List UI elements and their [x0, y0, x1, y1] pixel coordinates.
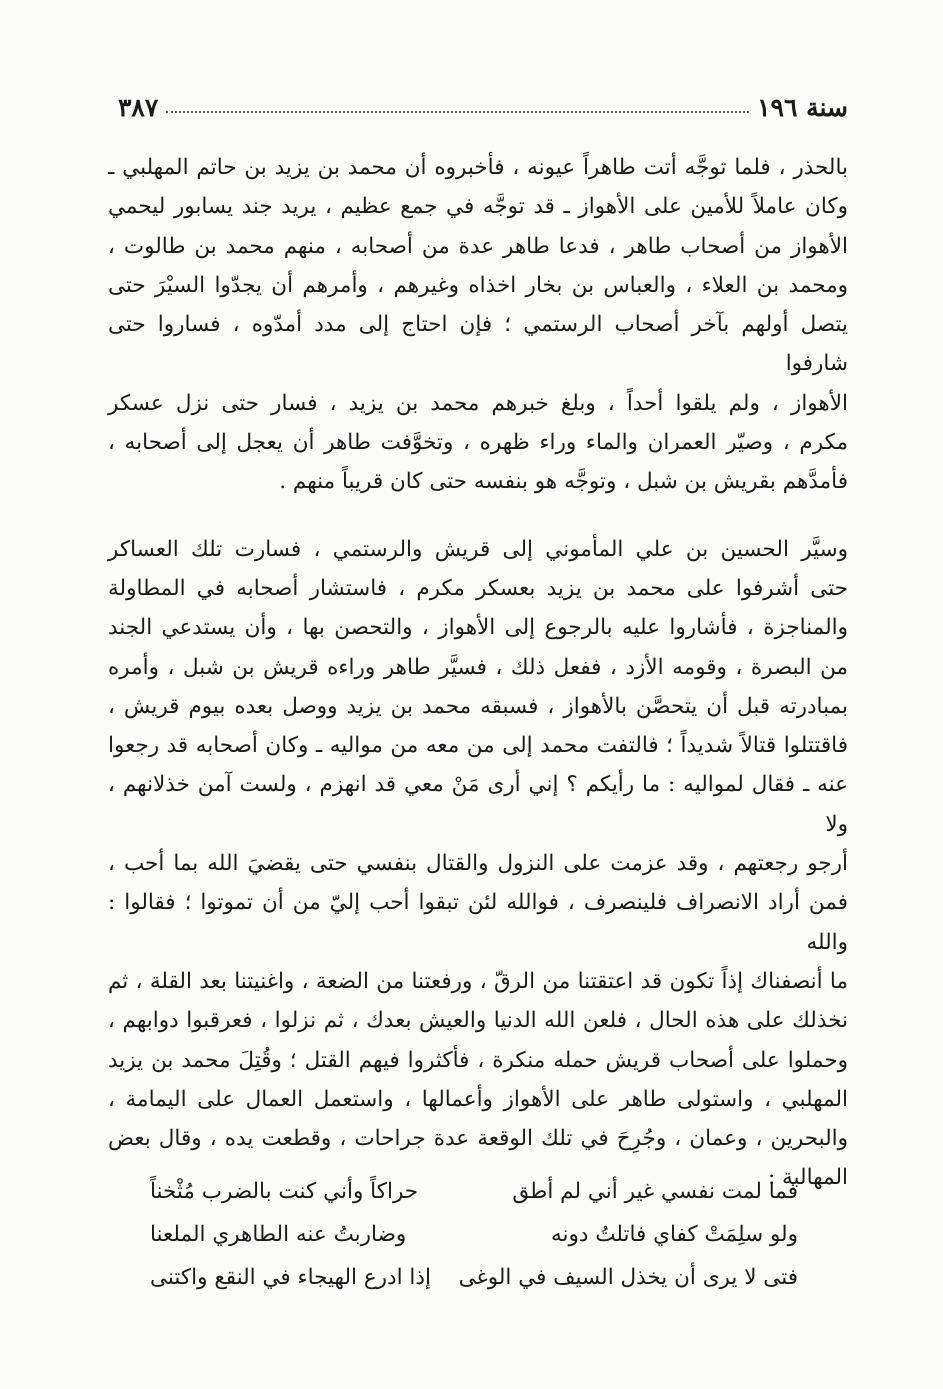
text-line: وحملوا على أصحاب قريش حمله منكرة ، فأكثروا فيهم القتل ؛ وقُتِلَ محمد بن يزيد [108, 1047, 848, 1073]
verse-second-hemistich: حراكاً وأني كنت بالضرب مُثْخناً [150, 1179, 419, 1204]
poem-verse [150, 1170, 798, 1213]
running-header [118, 88, 848, 122]
poem [150, 1170, 798, 1299]
text-line: فأمدَّهم بقريش بن شبل ، وتوجَّه هو بنفسه حتى كان قريباً منهم . [279, 469, 848, 495]
poem-verse [150, 1256, 798, 1299]
header-year: سنة ١٩٦ [757, 93, 848, 122]
text-line: بمبادرته قبل أن يتحصَّن بالأهواز ، فسبقه محمد بن يزيد ووصل بعده بيوم قريش ، [108, 693, 848, 719]
poem-verse [150, 1213, 798, 1256]
text-line: وسيَّر الحسين بن علي المأموني إلى قريش والرستمي ، فسارت تلك العساكر [108, 536, 848, 562]
text-line: بالحذر ، فلما توجَّه أتت طاهراً عيونه ، فأخبروه أن محمد بن يزيد بن حاتم المهلبي ـ [108, 155, 848, 180]
paragraph-1 [108, 148, 848, 502]
text-line: الأهواز ، ولم يلقوا أحداً ، وبلغ خبرهم محمد بن يزيد ، فسار حتى نزل عسكر [108, 390, 848, 416]
text-line: ما أنصفناك إذاً تكون قد اعتقتنا من الرقّ ، ورفعتنا من الضعة ، واغنيتنا بعد القلة ، ثم [108, 968, 848, 994]
text-line: يتصل أولهم بآخر أصحاب الرستمي ؛ فإن احتاج إلى مدد أمدّوه ، فساروا حتى شارفوا [108, 312, 848, 377]
text-line: الأهواز من أصحاب طاهر ، فدعا طاهر عدة من أصحابه ، منهم محمد بن طالوت ، [108, 233, 848, 259]
text-line: حتى أشرفوا على محمد بن يزيد بعسكر مكرم ، فاستشار أصحابه في المطاولة [108, 575, 848, 601]
text-line: مكرم ، وصيّر العمران والماء وراء ظهره ، وتخوَّفت طاهر أن يعجل إلى أصحابه ، [108, 430, 848, 456]
verse-first-hemistich: فما لمت نفسي غير أني لم أطق [512, 1179, 798, 1204]
verse-first-hemistich: فتى لا يرى أن يخذل السيف في الوغى [458, 1265, 798, 1290]
verse-second-hemistich: وضاربتُ عنه الطاهري الملعنا [150, 1222, 407, 1247]
text-line: عنه ـ فقال لمواليه : ما رأيكم ؟ إني أرى مَنْ معي قد انهزم ، ولست آمن خذلانهم ، ولا [108, 772, 848, 837]
text-line: المهلبي ، واستولى طاهر على الأهواز وأعمالها ، واستعمل العمال على اليمامة ، [108, 1086, 848, 1112]
main-text [108, 148, 848, 1198]
text-line: المهالبة : [767, 1165, 848, 1191]
text-line: وكان عاملاً للأمين على الأهواز ـ قد توجَّه في جمع عظيم ، يريد جند يسابور ليحمي [108, 194, 848, 220]
verse-second-hemistich: إذا ادرع الهيجاء في النقع واكتنى [150, 1265, 431, 1290]
text-line: والبحرين ، وعمان ، وجُرِحَ في تلك الوقعة عدة جراحات ، وقطعت يده ، وقال بعض [108, 1126, 848, 1152]
text-line: من البصرة ، وقومه الأزد ، ففعل ذلك ، فسيَّر طاهر وراءه قريش بن شبل ، وأمره [108, 654, 848, 680]
paragraph-2 [108, 530, 848, 1198]
verse-first-hemistich: ولو سلِمَتْ كفاي فاتلتُ دونه [550, 1222, 798, 1247]
text-line: ومحمد بن العلاء ، والعباس بن بخار اخذاه وغيرهم ، وأمرهم أن يجدّوا السيْرَ حتى [108, 272, 848, 298]
header-leader-dots [166, 111, 749, 113]
text-line: والمناجزة ، فأشاروا عليه بالرجوع إلى الأهواز ، والتحصن بها ، وأن يستدعي الجند [108, 615, 848, 641]
text-line: فمن أراد الانصراف فلينصرف ، فوالله لئن تبقوا أحب إليّ من أن تموتوا ؛ فقالوا : والله [108, 890, 848, 955]
text-line: فاقتتلوا قتالاً شديداً ؛ فالتفت محمد إلى من معه من مواليه ـ وكان أصحابه قد رجعوا [108, 733, 848, 759]
text-line: نخذلك على هذه الحال ، فلعن الله الدنيا والعيش بعدك ، ثم نزلوا ، فعرقبوا دوابهم ، [108, 1008, 848, 1034]
text-line: أرجو رجعتهم ، وقد عزمت على النزول والقتال بنفسي حتى يقضيَ الله بما أحب ، [108, 851, 848, 877]
page-number: ٣٨٧ [118, 93, 159, 122]
